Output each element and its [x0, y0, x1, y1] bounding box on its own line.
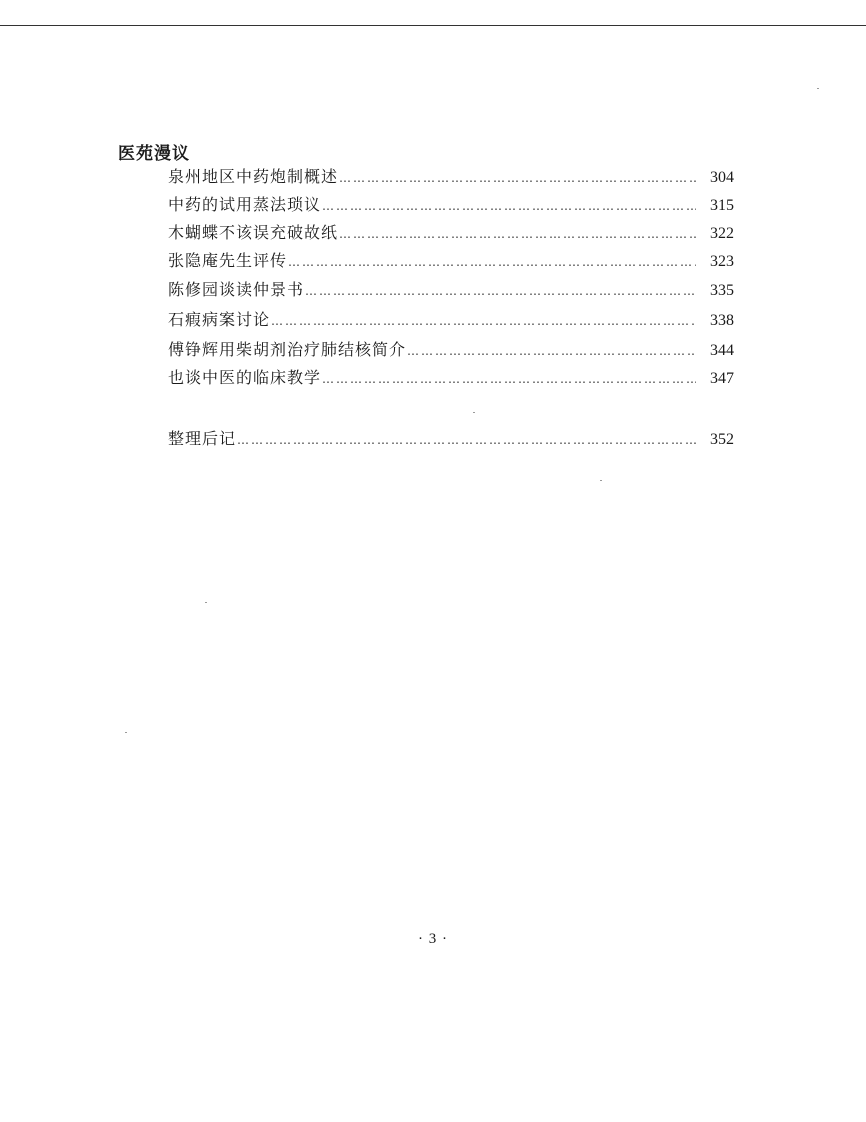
- toc-entry[interactable]: [168, 194, 734, 216]
- dot-leader: [322, 368, 696, 390]
- toc-entry-page: 344: [710, 342, 734, 359]
- section-heading: 医苑漫议: [118, 144, 190, 164]
- dot-leader: [305, 280, 696, 302]
- toc-entry-page: 352: [710, 431, 734, 448]
- toc-entry-page: 304: [710, 169, 734, 186]
- toc-entry-page: 315: [710, 197, 734, 214]
- dot-leader: [237, 429, 696, 451]
- dot-leader: [271, 310, 696, 332]
- scan-speck: [125, 732, 127, 733]
- toc-entry[interactable]: [168, 250, 734, 272]
- dot-leader: [339, 167, 696, 189]
- toc-entry-page: 338: [710, 312, 734, 329]
- toc-entry-title: 石瘕病案讨论: [168, 310, 271, 329]
- toc-entry-title: 泉州地区中药炮制概述: [168, 167, 339, 186]
- toc-entry[interactable]: [168, 166, 734, 188]
- page-number: · 3 ·: [418, 931, 448, 947]
- toc-entry-page: 323: [710, 253, 734, 270]
- dot-leader: [407, 340, 696, 362]
- toc-entry-title: 也谈中医的临床教学: [168, 368, 322, 387]
- scan-speck: [817, 88, 819, 89]
- scan-speck: [600, 480, 602, 481]
- toc-entry-page: 335: [710, 282, 734, 299]
- toc-entry-page: 322: [710, 225, 734, 242]
- toc-entry-title: 陈修园谈读仲景书: [168, 280, 305, 299]
- scan-speck: [473, 412, 475, 413]
- toc-entry-title: 张隐庵先生评传: [168, 251, 288, 270]
- dot-leader: [322, 195, 696, 217]
- toc-entry[interactable]: [168, 309, 734, 331]
- scan-speck: [205, 602, 207, 603]
- toc-entry[interactable]: [168, 367, 734, 389]
- toc-entry[interactable]: [168, 428, 734, 450]
- dot-leader: [339, 223, 696, 245]
- dot-leader: [288, 251, 696, 273]
- toc-entry[interactable]: [168, 339, 734, 361]
- toc-entry-page: 347: [710, 370, 734, 387]
- toc-entry[interactable]: [168, 222, 734, 244]
- toc-entry-title: 木蝴蝶不该误充破故纸: [168, 223, 339, 242]
- toc-entry-title: 整理后记: [168, 429, 237, 448]
- toc-entry[interactable]: [168, 279, 734, 301]
- toc-entry-title: 中药的试用蒸法琐议: [168, 195, 322, 214]
- toc-entry-title: 傅铮辉用柴胡剂治疗肺结核简介: [168, 340, 407, 359]
